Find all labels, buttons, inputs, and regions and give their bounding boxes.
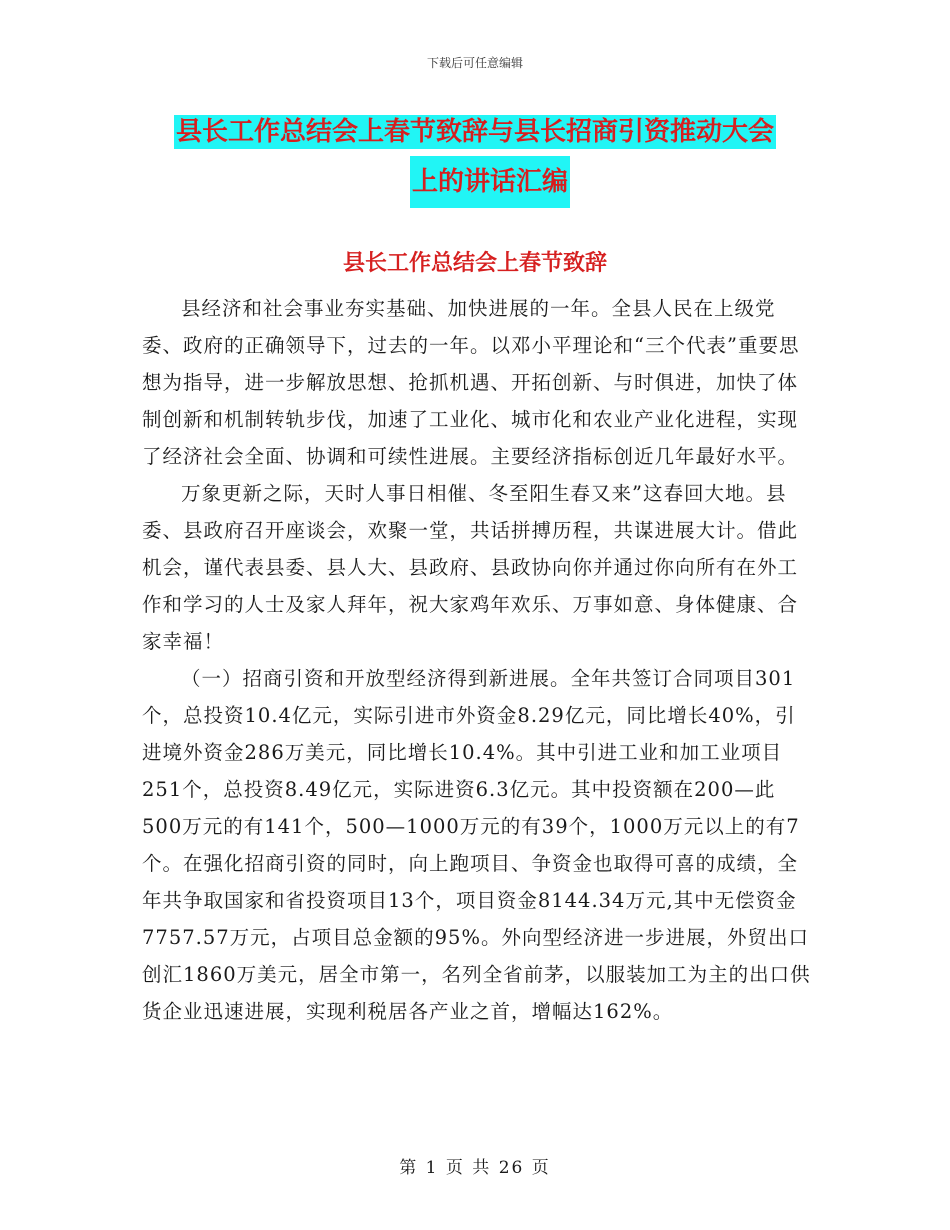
document-body	[142, 290, 812, 1030]
document-title	[0, 108, 950, 208]
page-header-note: 下载后可任意编辑	[426, 56, 523, 70]
document-title-line2: 上的讲话汇编	[410, 156, 570, 208]
paragraph: 万象更新之际，天时人事日相催、冬至阳生春又来”这春回大地。县委、县政府召开座谈会，欢聚一堂，共话拼搏历程，共谋进展大计。借此机会，谨代表县委、县人大、县政府、县政协向你并通过你向所有在外工作和学习的人士及家人拜年，祝大家鸡年欢乐、万事如意、身体健康、合家幸福！	[142, 482, 799, 653]
section-heading: 县长工作总结会上春节致辞	[342, 251, 607, 276]
page-number-footer: 第 1 页 共 26 页	[399, 1158, 551, 1178]
paragraph: 县经济和社会事业夯实基础、加快进展的一年。全县人民在上级党委、政府的正确领导下，过去的一年。以邓小平理论和“三个代表”重要思想为指导，进一步解放思想、抢抓机遇、开拓创新、与时俱进，加快了体制创新和机制转轨步伐，加速了工业化、城市化和农业产业化进程，实现了经济社会全面、协调和可续性进展。主要经济指标创近几年最好水平。	[142, 297, 800, 468]
paragraph: （一）招商引资和开放型经济得到新进展。全年共签订合同项目301个，总投资10.4亿元，实际引进市外资金8.29亿元，同比增长40%，引进境外资金286万美元，同比增长10.4%。其中引进工业和加工业项目251个，总投资8.49亿元，实际进资6.3亿元。其中投资额在200—此500万元的有141个，500—1000万元的有39个，1000万元以上的有7个。在强化招商引资的同时，向上跑项目、争资金也取得可喜的成绩，全年共争取国家和省投资项目13个，项目资金8144.34万元,其中无偿资金7757.57万元，占项目总金额的95%。外向型经济进一步进展，外贸出口创汇1860万美元，居全市第一，名列全省前茅，以服装加工为主的出口供货企业迅速进展，实现利税居各产业之首，增幅达162%。	[142, 667, 811, 1023]
document-title-line1: 县长工作总结会上春节致辞与县长招商引资推动大会	[175, 117, 774, 147]
